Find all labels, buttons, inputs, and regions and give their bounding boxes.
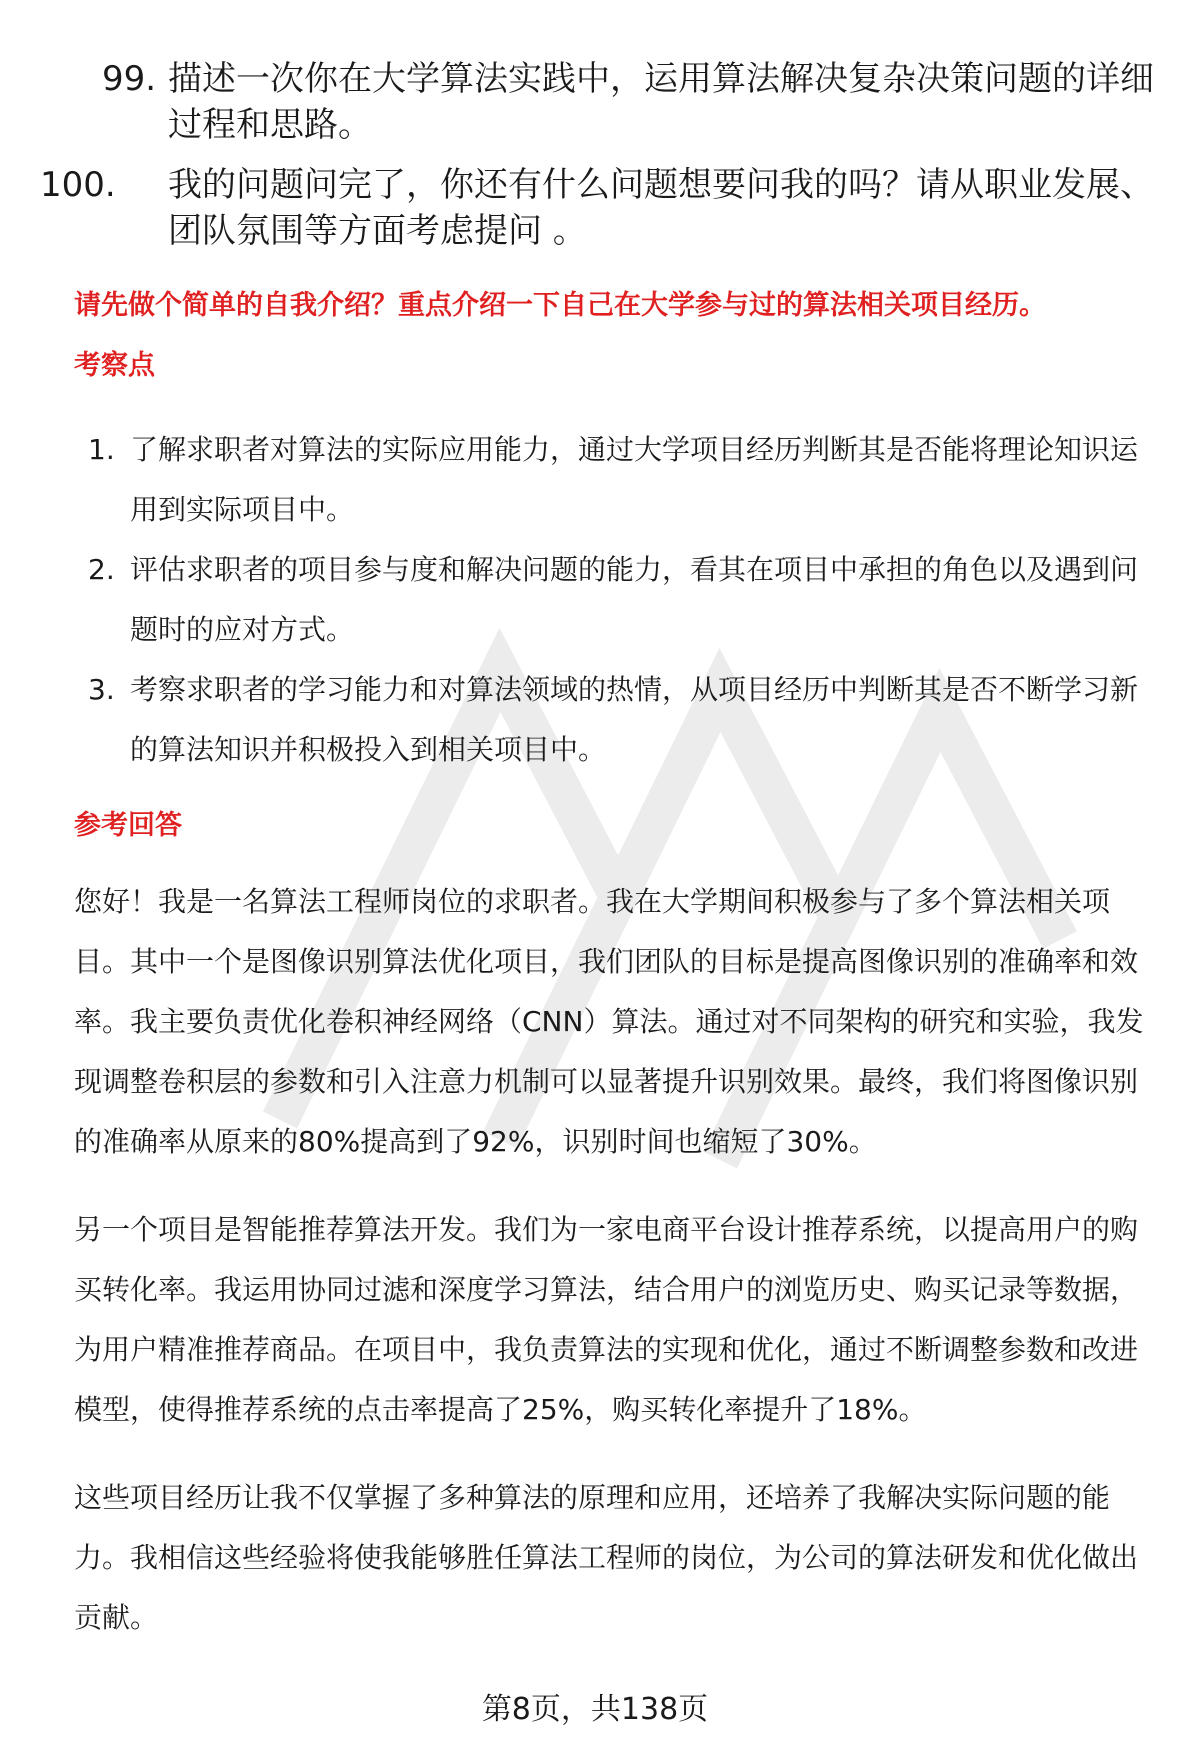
list-item-number: 2. bbox=[88, 553, 115, 586]
list-item bbox=[74, 660, 1164, 780]
question-text: 我的问题问完了，你还有什么问题想要问我的吗？请从职业发展、团队氛围等方面考虑提问 。 bbox=[168, 165, 1154, 251]
question-text: 描述一次你在大学算法实践中，运用算法解决复杂决策问题的详细过程和思路。 bbox=[168, 59, 1154, 145]
list-item bbox=[74, 420, 1164, 540]
reference-paragraph: 您好！我是一名算法工程师岗位的求职者。我在大学期间积极参与了多个算法相关项目。其中一个是图像识别算法优化项目，我们团队的目标是提高图像识别的准确率和效率。我主要负责优化卷积神经网络（CNN）算法。通过对不同架构的研究和实验，我发现调整卷积层的参数和引入注意力机制可以显著提升识别效果。最终，我们将图像识别的准确率从原来的80%提高到了92%，识别时间也缩短了30%。 bbox=[74, 885, 1144, 1158]
kaocha-list bbox=[74, 420, 1164, 780]
question-item-99 bbox=[40, 56, 1154, 148]
reference-paragraph: 这些项目经历让我不仅掌握了多种算法的原理和应用，还培养了我解决实际问题的能力。我相信这些经验将使我能够胜任算法工程师的岗位，为公司的算法研发和优化做出贡献。 bbox=[74, 1481, 1139, 1634]
list-item-number: 1. bbox=[88, 433, 115, 466]
page-footer: 第8页，共138页 bbox=[481, 1692, 709, 1727]
question-number: 100. bbox=[40, 165, 116, 205]
reference-paragraph: 另一个项目是智能推荐算法开发。我们为一家电商平台设计推荐系统，以提高用户的购买转化率。我运用协同过滤和深度学习算法，结合用户的浏览历史、购买记录等数据，为用户精准推荐商品。在项目中，我负责算法的实现和优化，通过不断调整参数和改进模型，使得推荐系统的点击率提高了25%，购买转化率提升了18%。 bbox=[74, 1213, 1139, 1426]
reference-heading: 参考回答 bbox=[74, 810, 182, 841]
question-number: 99. bbox=[102, 59, 157, 99]
list-item-text: 评估求职者的项目参与度和解决问题的能力，看其在项目中承担的角色以及遇到问题时的应对方式。 bbox=[130, 553, 1139, 646]
kaocha-heading: 考察点 bbox=[74, 350, 155, 381]
current-question-heading: 请先做个简单的自我介绍？重点介绍一下自己在大学参与过的算法相关项目经历。 bbox=[74, 290, 1046, 321]
list-item-number: 3. bbox=[88, 673, 115, 706]
list-item bbox=[74, 540, 1164, 660]
question-item-100 bbox=[40, 162, 1154, 254]
list-item-text: 了解求职者对算法的实际应用能力，通过大学项目经历判断其是否能将理论知识运用到实际项目中。 bbox=[130, 433, 1139, 526]
list-item-text: 考察求职者的学习能力和对算法领域的热情，从项目经历中判断其是否不断学习新的算法知识并积极投入到相关项目中。 bbox=[130, 673, 1139, 766]
